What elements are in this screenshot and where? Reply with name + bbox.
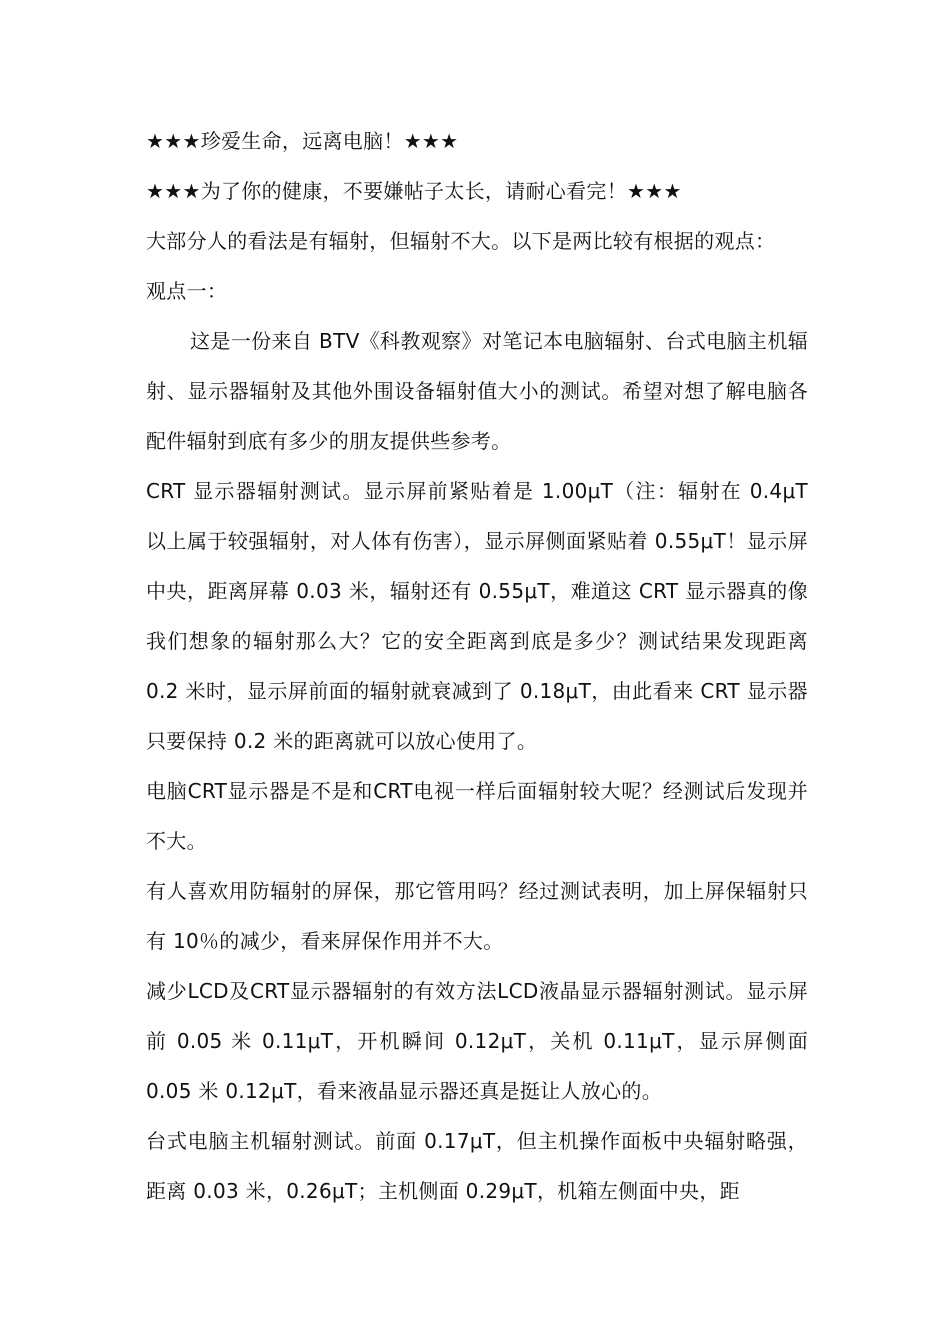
desktop-host-paragraph: 台式电脑主机辐射测试。前面 0.17μT，但主机操作面板中央辐射略强，距离 0.03 米，0.26μT；主机侧面 0.29μT，机箱左侧面中央，距 bbox=[146, 1129, 808, 1203]
crt-test-paragraph: CRT 显示器辐射测试。显示屏前紧贴着是 1.00μT（注：辐射在 0.4μT 以上属于较强辐射，对人体有伤害），显示屏侧面紧贴着 0.55μT！显示屏中央，距离屏幕 0.03 米，辐射还有 0.55μT，难道这 CRT 显示器真的像我们想象的辐射那么大？它的安全距离到底是多少？测试结果发现距离 0.2 米时，显示屏前面的辐射就衰减到了 0.18μT，由此看来 CRT 显示器只要保持 0.2 米的距离就可以放心使用了。 bbox=[146, 479, 808, 753]
intro-paragraph: 大部分人的看法是有辐射，但辐射不大。以下是两比较有根据的观点： bbox=[146, 229, 776, 253]
viewpoint-heading: 观点一： bbox=[146, 279, 228, 303]
lcd-test-paragraph: 减少LCD及CRT显示器辐射的有效方法LCD液晶显示器辐射测试。显示屏前 0.05 米 0.11μT，开机瞬间 0.12μT，关机 0.11μT，显示屏侧面 0.05 米 0.12μT，看来液晶显示器还真是挺让人放心的。 bbox=[146, 979, 808, 1103]
document-body bbox=[146, 116, 808, 1216]
crt-rear-paragraph: 电脑CRT显示器是不是和CRT电视一样后面辐射较大呢？经测试后发现并不大。 bbox=[146, 779, 808, 853]
btv-test-paragraph: 这是一份来自 BTV《科教观察》对笔记本电脑辐射、台式电脑主机辐射、显示器辐射及其他外围设备辐射值大小的测试。希望对想了解电脑各配件辐射到底有多少的朋友提供些参考。 bbox=[146, 329, 808, 453]
screensaver-paragraph: 有人喜欢用防辐射的屏保，那它管用吗？经过测试表明，加上屏保辐射只有 10％的减少，看来屏保作用并不大。 bbox=[146, 879, 808, 953]
headline-read-patiently: ★★★为了你的健康，不要嫌帖子太长，请耐心看完！★★★ bbox=[146, 179, 682, 203]
headline-cherish-life: ★★★珍爱生命，远离电脑！★★★ bbox=[146, 129, 459, 153]
